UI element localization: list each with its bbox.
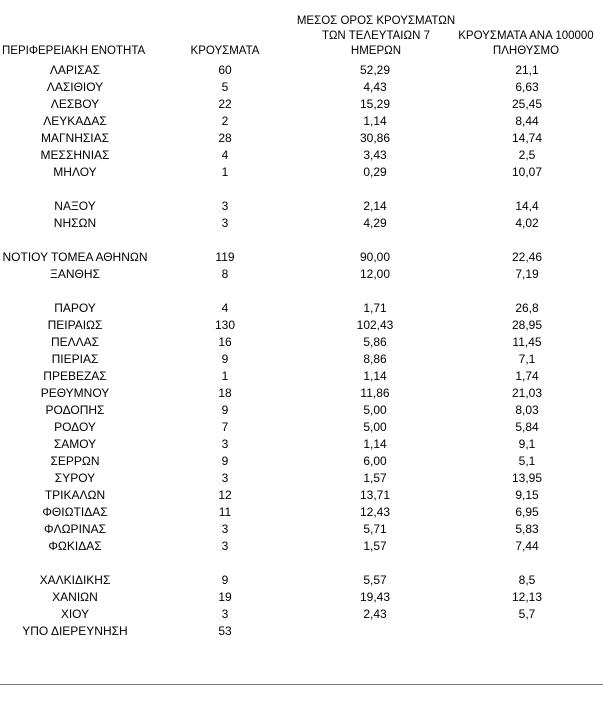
region-name: ΝΟΤΙΟΥ ΤΟΜΕΑ ΑΘΗΝΩΝ [2, 250, 148, 264]
seven-day-average: 13,71 [359, 488, 391, 502]
cases-count: 3 [221, 216, 229, 230]
region-name: ΧΑΝΙΩΝ [52, 590, 98, 604]
table-row [0, 113, 603, 130]
header-per-100k [446, 29, 603, 59]
table-row [0, 521, 603, 538]
table-row [0, 419, 603, 436]
region-name: ΞΑΝΘΗΣ [50, 267, 100, 281]
cases-count: 3 [221, 471, 229, 485]
cases-count: 16 [218, 335, 232, 349]
header-avg-line: ΜΕΣΟΣ ΟΡΟΣ ΚΡΟΥΣΜΑΤΩΝ [296, 15, 456, 27]
region-name: ΝΗΣΩΝ [53, 216, 97, 230]
table-row [0, 62, 603, 79]
table-row [0, 572, 603, 589]
region-name: ΜΗΛΟΥ [53, 165, 97, 179]
cases-per-100k: 7,1 [518, 352, 536, 366]
cases-per-100k: 5,1 [518, 454, 536, 468]
region-name: ΧΙΟΥ [60, 607, 90, 621]
seven-day-average: 4,29 [363, 216, 387, 230]
cases-per-100k: 22,46 [511, 250, 543, 264]
cases-count: 19 [218, 590, 232, 604]
region-name: ΠΡΕΒΕΖΑΣ [43, 369, 107, 383]
table-row [0, 436, 603, 453]
seven-day-average: 2,14 [363, 199, 387, 213]
cases-count: 3 [221, 607, 229, 621]
region-name: ΠΙΕΡΙΑΣ [51, 352, 99, 366]
cases-per-100k: 6,63 [515, 80, 539, 94]
seven-day-average: 90,00 [359, 250, 391, 264]
cases-per-100k: 7,44 [515, 539, 539, 553]
cases-count: 12 [218, 488, 232, 502]
seven-day-average: 5,00 [363, 403, 387, 417]
region-name: ΝΑΞΟΥ [54, 199, 96, 213]
region-name: ΦΩΚΙΔΑΣ [48, 539, 102, 553]
seven-day-average: 30,86 [359, 131, 391, 145]
cases-per-100k: 25,45 [511, 97, 543, 111]
table-row [0, 147, 603, 164]
seven-day-average: 6,00 [363, 454, 387, 468]
region-name: ΛΕΥΚΑΔΑΣ [43, 114, 107, 128]
cases-count: 9 [221, 352, 229, 366]
table-row [0, 623, 603, 640]
cases-count: 60 [218, 63, 232, 77]
table-row [0, 198, 603, 215]
cases-per-100k: 8,5 [518, 573, 536, 587]
cases-count: 3 [221, 539, 229, 553]
seven-day-average: 0,29 [363, 165, 387, 179]
region-name: ΦΘΙΩΤΙΔΑΣ [42, 505, 108, 519]
cases-count: 9 [221, 403, 229, 417]
header-region: ΠΕΡΙΦΕΡΕΙΑΚΗ ΕΝΟΤΗΤΑ [2, 45, 146, 57]
header-cases: ΚΡΟΥΣΜΑΤΑ [190, 45, 260, 57]
cases-count: 1 [221, 369, 229, 383]
seven-day-average: 15,29 [359, 97, 391, 111]
cases-per-100k: 5,83 [515, 522, 539, 536]
cases-per-100k: 5,84 [515, 420, 539, 434]
cases-count: 2 [221, 114, 229, 128]
cases-count: 130 [214, 318, 236, 332]
cases-per-100k: 28,95 [511, 318, 543, 332]
seven-day-average: 12,00 [359, 267, 391, 281]
table-row [0, 351, 603, 368]
seven-day-average: 5,86 [363, 335, 387, 349]
cases-per-100k: 8,44 [515, 114, 539, 128]
region-name: ΠΕΛΛΑΣ [50, 335, 100, 349]
cases-per-100k: 14,74 [511, 131, 543, 145]
seven-day-average: 1,57 [363, 539, 387, 553]
region-name: ΛΑΣΙΘΙΟΥ [46, 80, 104, 94]
seven-day-average: 3,43 [363, 148, 387, 162]
cases-count: 4 [221, 148, 229, 162]
header-7day-average [296, 14, 456, 59]
table-row [0, 589, 603, 606]
cases-count: 119 [215, 250, 235, 264]
region-name: ΠΕΙΡΑΙΩΣ [47, 318, 103, 332]
cases-count: 5 [221, 80, 229, 94]
seven-day-average: 8,86 [363, 352, 387, 366]
seven-day-average: 1,14 [363, 114, 387, 128]
region-name: ΡΟΔΟΥ [54, 420, 96, 434]
cases-per-100k: 5,7 [518, 607, 536, 621]
seven-day-average: 1,14 [363, 369, 387, 383]
cases-count: 28 [218, 131, 232, 145]
seven-day-average: 2,43 [363, 607, 387, 621]
region-name: ΜΕΣΣΗΝΙΑΣ [40, 148, 110, 162]
seven-day-average: 12,43 [359, 505, 391, 519]
header-per-line: ΠΛΗΘΥΣΜΟ [492, 45, 560, 57]
seven-day-average: 102,43 [356, 318, 394, 332]
seven-day-average: 5,57 [363, 573, 387, 587]
cases-per-100k: 4,02 [515, 216, 539, 230]
cases-count: 18 [218, 386, 232, 400]
table-row [0, 130, 603, 147]
cases-per-100k: 7,19 [515, 267, 539, 281]
seven-day-average: 5,00 [363, 420, 387, 434]
seven-day-average: 11,86 [360, 386, 390, 400]
region-name: ΛΑΡΙΣΑΣ [49, 63, 101, 77]
seven-day-average: 19,43 [359, 590, 391, 604]
cases-count: 11 [218, 505, 232, 519]
cases-per-100k: 21,1 [515, 63, 539, 77]
cases-count: 8 [221, 267, 229, 281]
cases-count: 3 [221, 522, 229, 536]
seven-day-average: 5,71 [363, 522, 387, 536]
region-name: ΠΑΡΟΥ [54, 301, 96, 315]
cases-count: 9 [221, 454, 229, 468]
cases-per-100k: 10,07 [511, 165, 543, 179]
cases-count: 9 [221, 573, 229, 587]
region-name: ΥΠΟ ΔΙΕΡΕΥΝΗΣΗ [22, 624, 128, 638]
cases-count: 22 [218, 97, 232, 111]
region-name: ΦΛΩΡΙΝΑΣ [44, 522, 106, 536]
cases-count: 7 [221, 420, 229, 434]
table-row [0, 300, 603, 317]
table-row [0, 215, 603, 232]
cases-per-100k: 26,8 [515, 301, 539, 315]
seven-day-average: 1,14 [363, 437, 387, 451]
cases-per-100k: 11,45 [512, 335, 542, 349]
cases-per-100k: 6,95 [515, 505, 539, 519]
table-row [0, 266, 603, 283]
header-per-line: ΚΡΟΥΣΜΑΤΑ ΑΝΑ 100000 [458, 30, 594, 42]
region-name: ΛΕΣΒΟΥ [50, 97, 100, 111]
cases-per-100k: 8,03 [515, 403, 539, 417]
table-row [0, 385, 603, 402]
table-row [0, 606, 603, 623]
table-row [0, 368, 603, 385]
table-row [0, 96, 603, 113]
cases-per-100k: 12,13 [511, 590, 543, 604]
region-name: ΡΟΔΟΠΗΣ [45, 403, 105, 417]
table-row [0, 164, 603, 181]
region-name: ΡΕΘΥΜΝΟΥ [40, 386, 110, 400]
table-row [0, 487, 603, 504]
bottom-divider [0, 684, 603, 685]
seven-day-average: 4,43 [363, 80, 387, 94]
table-row [0, 79, 603, 96]
seven-day-average: 1,57 [363, 471, 387, 485]
seven-day-average: 52,29 [359, 63, 391, 77]
table-row [0, 402, 603, 419]
seven-day-average: 1,71 [363, 301, 387, 315]
header-avg-line: ΗΜΕΡΩΝ [350, 45, 402, 57]
table-row [0, 538, 603, 555]
region-name: ΣΥΡΟΥ [54, 471, 96, 485]
table-row [0, 249, 603, 266]
cases-per-100k: 21,03 [511, 386, 543, 400]
cases-count: 3 [221, 437, 229, 451]
cases-per-100k: 9,1 [518, 437, 536, 451]
cases-per-100k: 1,74 [515, 369, 539, 383]
cases-per-100k: 13,95 [511, 471, 543, 485]
cases-per-100k: 9,15 [515, 488, 539, 502]
cases-count: 53 [218, 624, 232, 638]
region-name: ΜΑΓΝΗΣΙΑΣ [40, 131, 110, 145]
header-avg-line: ΤΩΝ ΤΕΛΕΥΤΑΙΩΝ 7 [322, 30, 430, 42]
cases-count: 4 [221, 301, 229, 315]
region-name: ΣΑΜΟΥ [53, 437, 97, 451]
region-name: ΤΡΙΚΑΛΩΝ [44, 488, 106, 502]
cases-per-100k: 14,4 [515, 199, 539, 213]
table-row [0, 504, 603, 521]
table-row [0, 317, 603, 334]
cases-per-100k: 2,5 [518, 148, 536, 162]
table-row [0, 470, 603, 487]
table-row [0, 453, 603, 470]
cases-count: 1 [221, 165, 229, 179]
table-row [0, 334, 603, 351]
cases-count: 3 [221, 199, 229, 213]
region-name: ΧΑΛΚΙΔΙΚΗΣ [39, 573, 111, 587]
region-name: ΣΕΡΡΩΝ [50, 454, 100, 468]
